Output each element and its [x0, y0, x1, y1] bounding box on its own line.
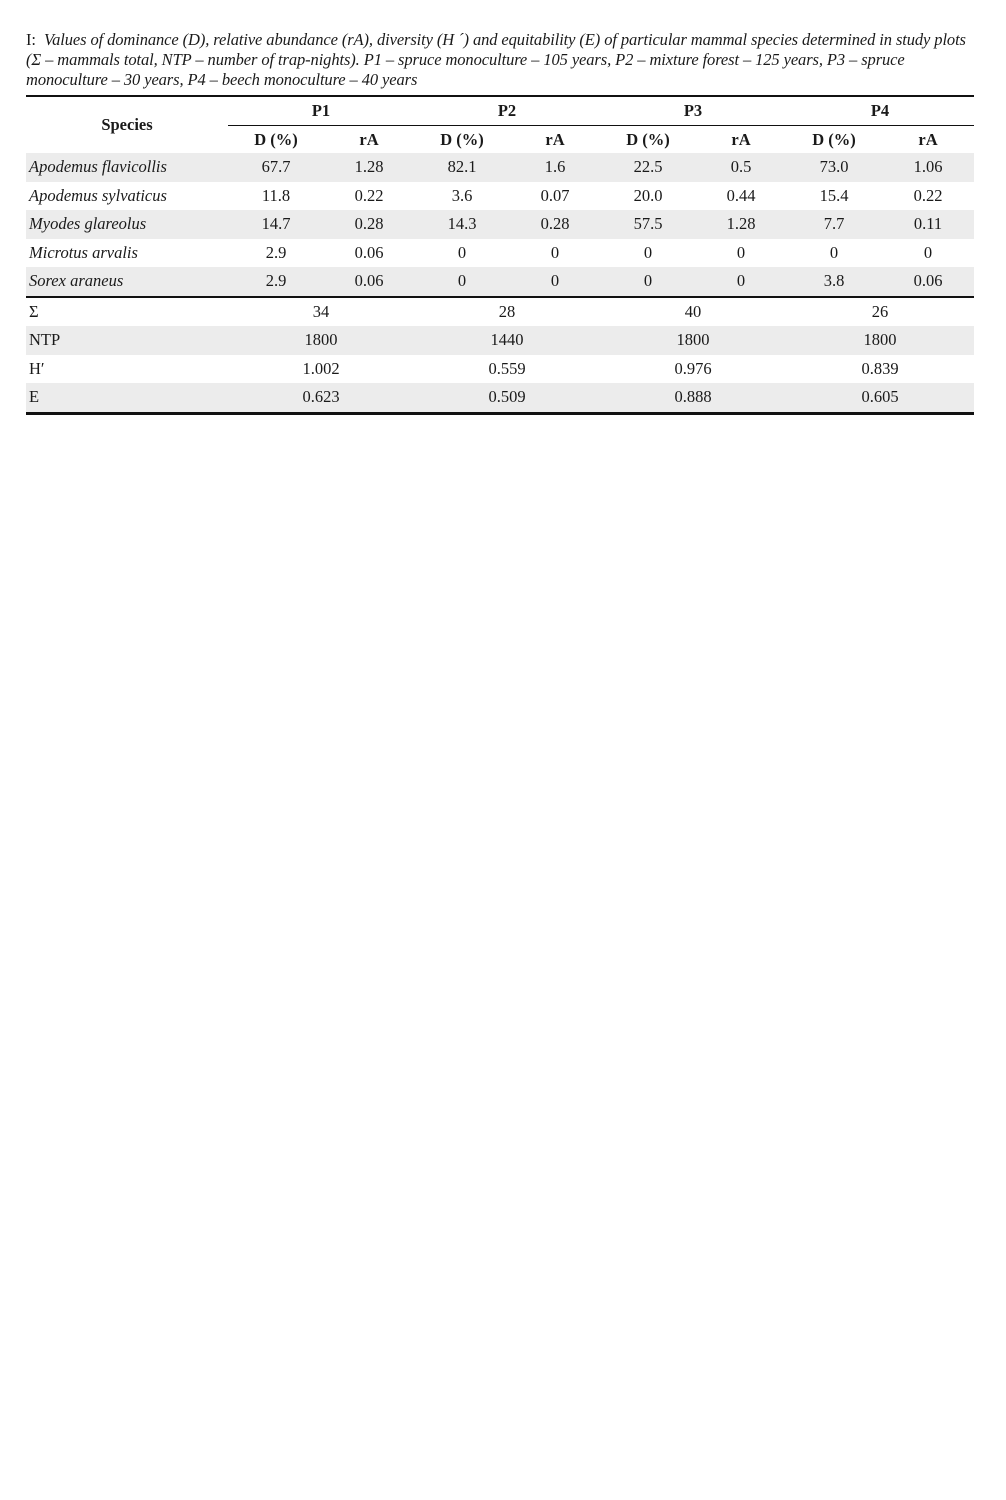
plot-header-p4: P4	[786, 96, 974, 126]
plot-header-p2: P2	[414, 96, 600, 126]
table-cell: 0.06	[882, 267, 974, 297]
table-cell: 3.6	[451, 185, 473, 205]
table-cell: 1.28	[324, 153, 414, 182]
table-cell: 0.5	[696, 153, 786, 182]
table-cell: 67.7	[228, 153, 324, 182]
table-cell: 0.07	[540, 185, 570, 205]
relative-abundance-header: rA	[510, 126, 600, 154]
relative-abundance-header: rA	[882, 126, 974, 154]
table-row	[26, 267, 974, 297]
summary-label: Σ	[26, 297, 228, 327]
table-cell: 22.5	[600, 153, 696, 182]
table-cell: 0.06	[354, 242, 384, 262]
summary-cell: 0.559	[488, 358, 526, 378]
plot-header-p3: P3	[600, 96, 786, 126]
summary-cell: 1.002	[302, 358, 340, 378]
table-cell: 0.28	[324, 210, 414, 239]
table-cell: 57.5	[600, 210, 696, 239]
summary-cell: 0.976	[674, 358, 712, 378]
table-number: I:	[26, 30, 36, 49]
table-cell: 14.3	[414, 210, 510, 239]
table-cell: 0	[643, 242, 653, 262]
summary-cell: 0.839	[861, 358, 899, 378]
table-cell: 14.7	[228, 210, 324, 239]
summary-cell: 1800	[600, 326, 786, 355]
table-row	[26, 153, 974, 182]
dominance-header: D (%)	[600, 126, 696, 154]
table-figure	[26, 30, 974, 415]
table-row	[26, 210, 974, 239]
table-cell: 0	[457, 242, 467, 262]
table-cell: 0.06	[324, 267, 414, 297]
mammal-species-table	[26, 95, 974, 415]
plot-header-p1: P1	[228, 96, 414, 126]
table-cell: 15.4	[819, 185, 849, 205]
species-name: Myodes glareolus	[26, 210, 228, 239]
table-cell: 0.11	[882, 210, 974, 239]
table-cell: 0.44	[726, 185, 756, 205]
table-cell: 1.28	[696, 210, 786, 239]
table-row	[26, 239, 974, 268]
table-cell: 3.8	[786, 267, 882, 297]
summary-label: NTP	[26, 326, 228, 355]
summary-cell: 34	[228, 297, 414, 327]
species-name: Apodemus flavicollis	[26, 153, 228, 182]
table-cell: 0.28	[510, 210, 600, 239]
relative-abundance-header: rA	[324, 126, 414, 154]
relative-abundance-header: rA	[696, 126, 786, 154]
summary-label: H′	[29, 358, 45, 378]
summary-cell: 0.888	[600, 383, 786, 413]
caption-text: Values of dominance (D), relative abundance (rA), diversity (H ´) and equitability (E) of particular mammal species determined in study plots (Σ – mammals total, NTP – number of trap-nights). P1 – spruce monoculture – 105 years, P2 – mixture forest – 125 years, P3 – spruce monoculture – 30 years, P4 – beech monoculture – 40 years	[26, 30, 966, 89]
summary-row-diversity	[26, 355, 974, 384]
species-name: Microtus arvalis	[29, 242, 138, 262]
summary-cell: 1800	[786, 326, 974, 355]
table-cell: 7.7	[786, 210, 882, 239]
summary-cell: 28	[414, 297, 600, 327]
table-cell: 2.9	[228, 267, 324, 297]
summary-row-ntp	[26, 326, 974, 355]
table-cell: 11.8	[261, 185, 291, 205]
summary-row-equitability	[26, 383, 974, 413]
summary-cell: 0.509	[414, 383, 600, 413]
summary-label: E	[26, 383, 228, 413]
table-cell: 82.1	[414, 153, 510, 182]
table-cell: 20.0	[633, 185, 663, 205]
table-cell: 0	[600, 267, 696, 297]
summary-cell: 0.605	[786, 383, 974, 413]
table-cell: 2.9	[265, 242, 287, 262]
table-caption	[26, 30, 974, 90]
summary-row-total	[26, 297, 974, 327]
summary-cell: 1800	[228, 326, 414, 355]
table-cell: 1.06	[882, 153, 974, 182]
table-cell: 0.22	[913, 185, 943, 205]
dominance-header: D (%)	[414, 126, 510, 154]
summary-cell: 26	[786, 297, 974, 327]
table-cell: 0	[550, 242, 560, 262]
table-cell: 0	[736, 242, 746, 262]
species-name: Sorex araneus	[26, 267, 228, 297]
dominance-header: D (%)	[786, 126, 882, 154]
table-cell: 0	[414, 267, 510, 297]
table-cell: 1.6	[510, 153, 600, 182]
table-cell: 0	[923, 242, 933, 262]
table-cell: 73.0	[786, 153, 882, 182]
table-cell: 0	[829, 242, 839, 262]
summary-cell: 0.623	[228, 383, 414, 413]
species-name: Apodemus sylvaticus	[29, 185, 167, 205]
table-cell: 0	[510, 267, 600, 297]
table-row	[26, 182, 974, 211]
table-cell: 0.22	[354, 185, 384, 205]
species-column-header: Species	[26, 96, 228, 153]
dominance-header: D (%)	[228, 126, 324, 154]
table-cell: 0	[696, 267, 786, 297]
summary-cell: 1440	[414, 326, 600, 355]
summary-cell: 40	[600, 297, 786, 327]
